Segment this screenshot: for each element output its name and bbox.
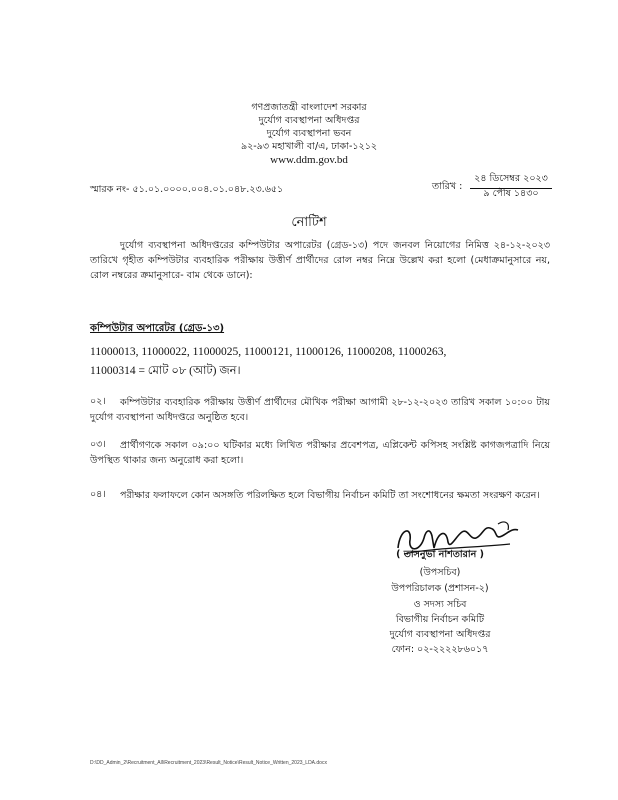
date-english: ২৪ ডিসেম্বর ২০২৩ [470, 172, 552, 189]
signatory-post: উপপরিচালক (প্রশাসন-২) [391, 583, 489, 594]
date-label: তারিখ : [432, 181, 463, 192]
header-building: দুর্যোগ ব্যবস্থাপনা ভবন [266, 128, 352, 139]
roll-numbers-line-2: 11000314 = মোট ০৮ (আট) জন। [90, 365, 241, 377]
point-text: প্রার্থীগণকে সকাল ০৯:০০ ঘটিকার মধ্যে লিখিত পরীক্ষার প্রবেশপত্র, এপ্লিকেন্ট কপিসহ সংশ্লিষ্ট কাগজপত্রাদি নিয়ে উপস্থিত থাকার জন্য অনুরোধ করা হলো। [90, 440, 550, 466]
memo-reference: স্মারক নং- ৫১.০১.০০০০.০০৪.০১.০৪৮.২৩.৬৫১ [90, 184, 284, 195]
notice-title: নোটিশ [291, 215, 327, 230]
header-department: দুর্যোগ ব্যবস্থাপনা অধিদপ্তর [258, 115, 360, 126]
point-number: ০৩। [90, 439, 106, 450]
signatory-phone: ফোন: ০২-২২২২৮৬০১৭ [391, 644, 489, 655]
point-text: পরীক্ষার ফলাফলে কোন অসঙ্গতি পরিলক্ষিত হলে বিভাগীয় নির্বাচন কমিটি তা সংশোধনের ক্ষমতা সংরক্ষণ করেন। [120, 490, 540, 501]
header-website: www.ddm.gov.bd [270, 154, 348, 166]
signatory-committee: বিভাগীয় নির্বাচন কমিটি [395, 614, 485, 625]
date-bangla: ৯ পৌষ ১৪৩০ [483, 188, 539, 199]
signatory-role: ও সদস্য সচিব [413, 599, 467, 610]
roll-numbers-line-1: 11000013, 11000022, 11000025, 11000121, 11000126, 11000208, 11000263, [90, 346, 447, 358]
header-government: গণপ্রজাতন্ত্রী বাংলাদেশ সরকার [251, 102, 367, 113]
intro-paragraph: দুর্যোগ ব্যবস্থাপনা অধিদপ্তরের কম্পিউটার অপারেটর (গ্রেড-১৩) পদে জনবল নিয়োগের নিমিত্ত ২৪-১২-২০২৩ তারিখে গৃহীত কম্পিউটার ব্যবহারিক পরীক্ষায় উত্তীর্ণ প্রার্থীদের রোল নম্বর নিম্নে উল্লেখ করা হলো (মেধাক্রমানুসারে নয়, রোল নম্বরের ক্রমানুসারে- বাম থেকে ডানে): [90, 240, 550, 281]
point-number: ০৪। [90, 489, 106, 500]
point-number: ০২। [90, 396, 106, 407]
point-text: কম্পিউটার ব্যবহারিক পরীক্ষায় উত্তীর্ণ প্রার্থীদের মৌখিক পরীক্ষা আগামী ২৮-১২-২০২৩ তারিখ সকাল ১০:০০ টায় দুর্যোগ ব্যবস্থাপনা অধিদপ্তরে অনুষ্ঠিত হবে। [90, 397, 550, 423]
signatory-rank: (উপসচিব) [419, 567, 461, 578]
post-heading: কম্পিউটার অপারেটর (গ্রেড-১৩) [90, 323, 225, 334]
signatory-name: ( তাসনুভা নাশতারান ) [396, 549, 484, 560]
signatory-department: দুর্যোগ ব্যবস্থাপনা অধিদপ্তর [389, 629, 491, 640]
header-address: ৯২-৯৩ মহাখালী বা/এ, ঢাকা-১২১২ [240, 141, 378, 152]
footer-file-path: D:\DD_Admin_2\Recruitment_All\Recruitment_2023\Result_Notice\Result_Notice_Written_2023_LDA.docx [90, 760, 327, 766]
